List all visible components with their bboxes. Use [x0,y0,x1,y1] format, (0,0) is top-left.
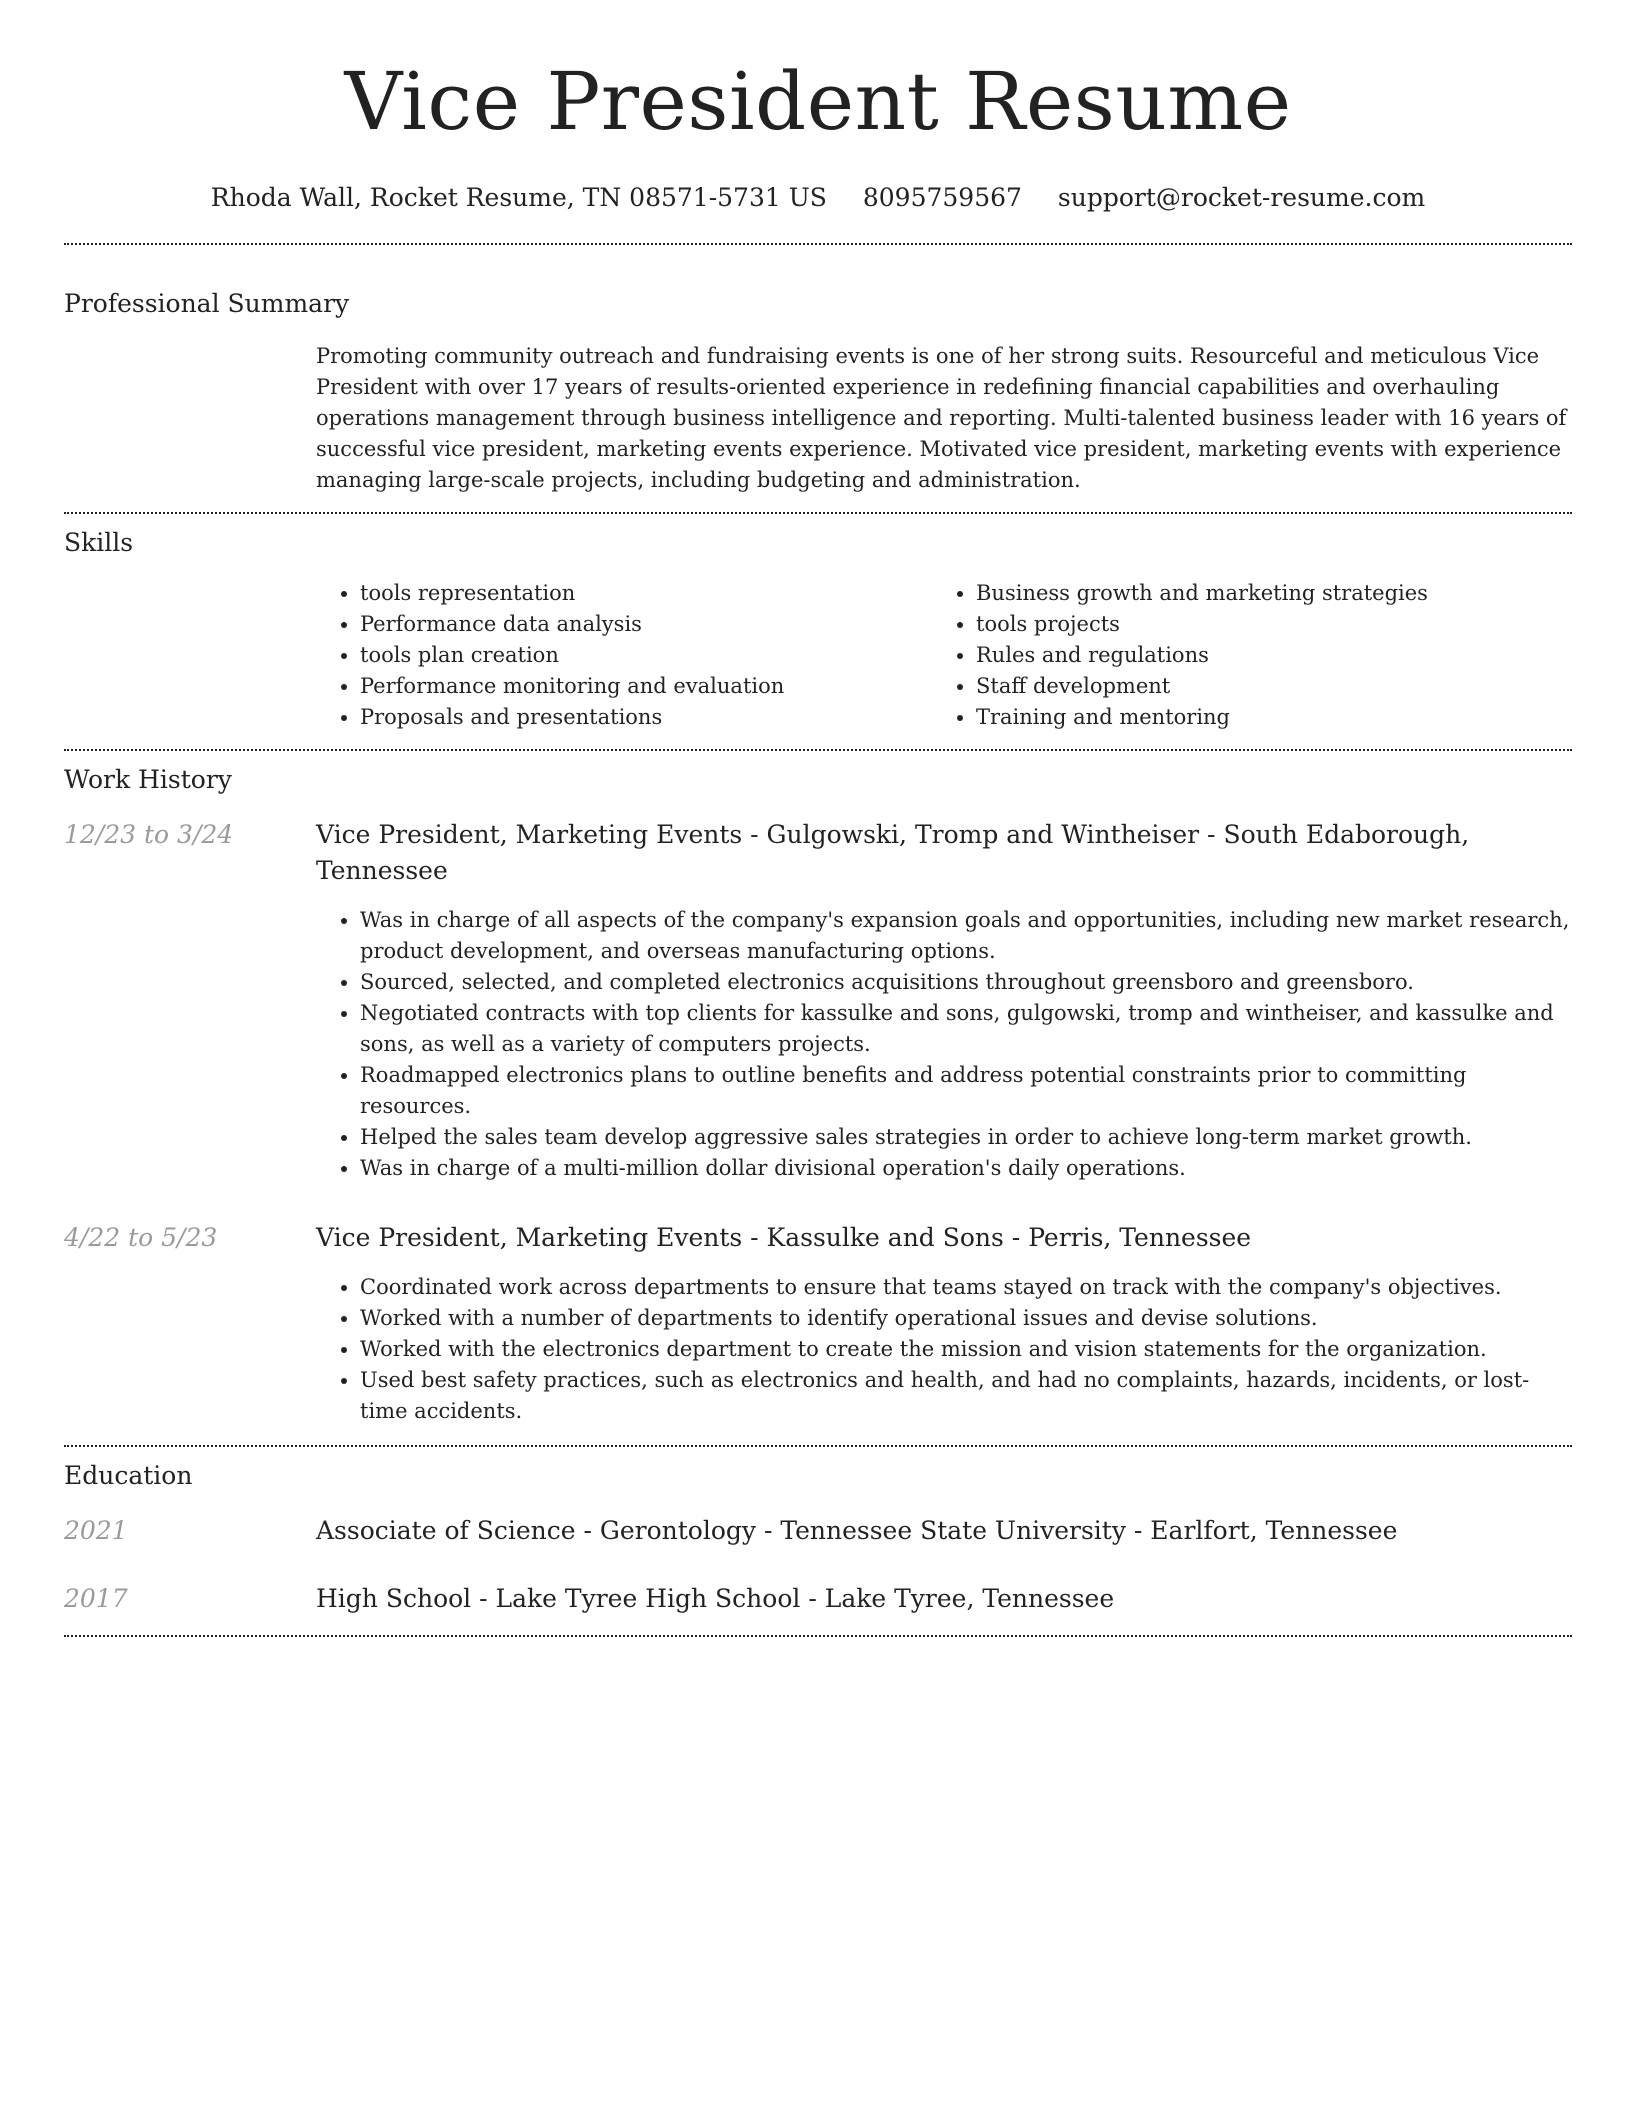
job-bullet: • Roadmapped electronics plans to outline benefits and address potential constraints prior to committing resources. [360,1060,1572,1122]
contact-address: Rhoda Wall, Rocket Resume, TN 08571-5731 US [210,183,827,212]
job-dates: 12/23 to 3/24 [64,820,234,849]
skill-item: • Performance monitoring and evaluation [360,671,932,702]
job-bullet: • Sourced, selected, and completed electronics acquisitions throughout greensboro and greensboro. [360,967,1572,998]
skill-item: • tools plan creation [360,640,932,671]
contact-email: support@rocket-resume.com [1057,183,1426,212]
summary-section [64,287,1572,496]
job-bullet: • Was in charge of all aspects of the company's expansion goals and opportunities, including new market research, product development, and overseas manufacturing options. [360,905,1572,967]
page-title: Vice President Resume [344,55,1292,148]
skill-item: • tools representation [360,578,932,609]
skill-item: • Proposals and presentations [360,702,932,733]
education-section [64,1459,1572,1617]
work-section [64,763,1572,1427]
education-title: Associate of Science - Gerontology - Tennessee State University - Earlfort, Tennessee [316,1516,1398,1545]
education-body [316,1581,1572,1617]
job-bullet: • Helped the sales team develop aggressive sales strategies in order to achieve long-term market growth. [360,1122,1572,1153]
skills-list-left [316,578,932,733]
job-body [316,817,1572,1184]
skill-item: • Staff development [976,671,1548,702]
work-heading: Work History [64,765,232,794]
education-entry [64,1581,1572,1617]
contact-phone: 8095759567 [862,183,1022,212]
skill-item: • Business growth and marketing strategies [976,578,1548,609]
job-bullet: • Negotiated contracts with top clients for kassulke and sons, gulgowski, tromp and wintheiser, and kassulke and sons, as well as a variety of computers projects. [360,998,1572,1060]
divider [64,243,1572,245]
education-year: 2017 [64,1584,128,1613]
job-title: Vice President, Marketing Events - Kassulke and Sons - Perris, Tennessee [316,1223,1252,1252]
education-title: High School - Lake Tyree High School - Lake Tyree, Tennessee [316,1584,1115,1613]
job-bullet: • Used best safety practices, such as electronics and health, and had no complaints, hazards, incidents, or lost-time accidents. [360,1365,1572,1427]
job-dates: 4/22 to 5/23 [64,1223,218,1252]
job-title: Vice President, Marketing Events - Gulgowski, Tromp and Wintheiser - South Edaborough, Tennessee [316,820,1470,885]
job-bullets [316,1272,1572,1427]
divider [64,749,1572,751]
skill-item: • tools projects [976,609,1548,640]
skills-heading: Skills [64,528,134,557]
skill-item: • Performance data analysis [360,609,932,640]
job-bullet: • Was in charge of a multi-million dollar divisional operation's daily operations. [360,1153,1572,1184]
job-bullet: • Worked with the electronics department to create the mission and vision statements for the organization. [360,1334,1572,1365]
skills-grid [316,578,1572,733]
contact-line [64,180,1572,216]
divider [64,512,1572,514]
job-entry [64,1220,1572,1427]
summary-content [316,341,1572,496]
skills-section [64,526,1572,733]
skills-content [316,578,1572,733]
skills-list-right [932,578,1548,733]
education-year: 2021 [64,1516,128,1545]
summary-heading: Professional Summary [64,289,350,318]
skill-item: • Training and mentoring [976,702,1548,733]
education-heading: Education [64,1461,193,1490]
job-entry [64,817,1572,1184]
divider [64,1445,1572,1447]
divider [64,1635,1572,1637]
job-bullet: • Worked with a number of departments to identify operational issues and devise solutions. [360,1303,1572,1334]
job-bullets [316,905,1572,1184]
job-bullet: • Coordinated work across departments to ensure that teams stayed on track with the company's objectives. [360,1272,1572,1303]
skill-item: • Rules and regulations [976,640,1548,671]
summary-text: Promoting community outreach and fundraising events is one of her strong suits. Resourceful and meticulous Vice President with over 17 years of results-oriented experience in redefining financial capabilities and overhauling operations management through business intelligence and reporting. Multi-talented business leader with 16 years of successful vice president, marketing events experience. Motivated vice president, marketing events with experience managing large-scale projects, including budgeting and administration. [316,344,1567,492]
education-body [316,1513,1572,1549]
education-entry [64,1513,1572,1549]
resume-page [64,0,1572,1637]
job-body [316,1220,1572,1427]
